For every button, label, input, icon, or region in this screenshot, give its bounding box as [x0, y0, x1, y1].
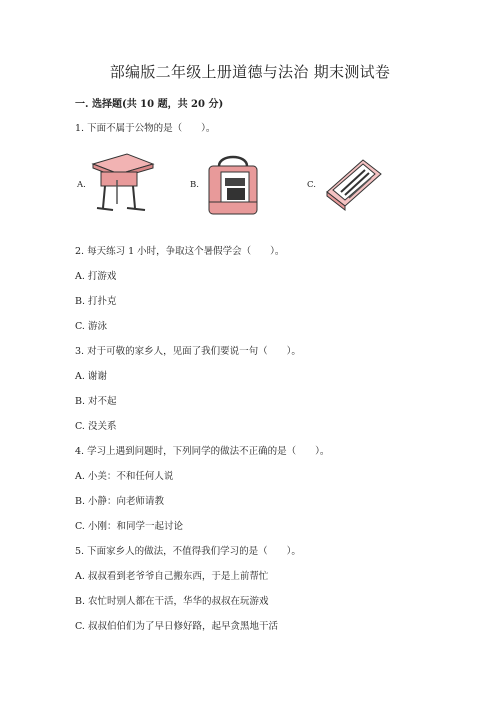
question-5-option-b: B. 农忙时别人都在干活，华华的叔叔在玩游戏	[75, 596, 269, 607]
question-2-option-b: B. 打扑克	[75, 296, 117, 307]
question-5-option-c: C. 叔叔伯伯们为了早日修好路，起早贪黑地干活	[75, 621, 278, 632]
option-b-label: B.	[190, 180, 199, 190]
school-bag-icon	[203, 152, 263, 218]
section-heading: 一. 选择题(共 10 题，共 20 分)	[75, 99, 224, 110]
question-4-stem: 4. 学习上遇到问题时，下列同学的做法不正确的是（ ）。	[75, 446, 330, 457]
question-1-stem: 1. 下面不属于公物的是（ ）。	[75, 123, 216, 134]
school-desk-icon	[87, 150, 157, 220]
question-3-stem: 3. 对于可敬的家乡人，见面了我们要说一句（ ）。	[75, 346, 301, 357]
question-2-stem: 2. 每天练习 1 小时，争取这个暑假学会（ ）。	[75, 246, 285, 257]
pencil-case-icon	[323, 154, 385, 212]
question-2-option-a: A. 打游戏	[75, 271, 117, 282]
question-2-option-c: C. 游泳	[75, 321, 107, 332]
question-1-image-options	[75, 150, 395, 220]
question-4-option-c: C. 小刚：和同学一起讨论	[75, 521, 183, 532]
page-title: 部编版二年级上册道德与法治 期末测试卷	[109, 63, 391, 81]
question-4-option-b: B. 小静：向老师请教	[75, 496, 165, 507]
option-a-label: A.	[77, 180, 86, 190]
question-3-option-b: B. 对不起	[75, 396, 117, 407]
option-c-label: C.	[307, 180, 316, 190]
question-4-option-a: A. 小美：不和任何人说	[75, 471, 174, 482]
question-5-option-a: A. 叔叔看到老爷爷自己搬东西，于是上前帮忙	[75, 571, 269, 582]
question-3-option-c: C. 没关系	[75, 421, 117, 432]
question-3-option-a: A. 谢谢	[75, 371, 107, 382]
question-5-stem: 5. 下面家乡人的做法，不值得我们学习的是（ ）。	[75, 546, 301, 557]
